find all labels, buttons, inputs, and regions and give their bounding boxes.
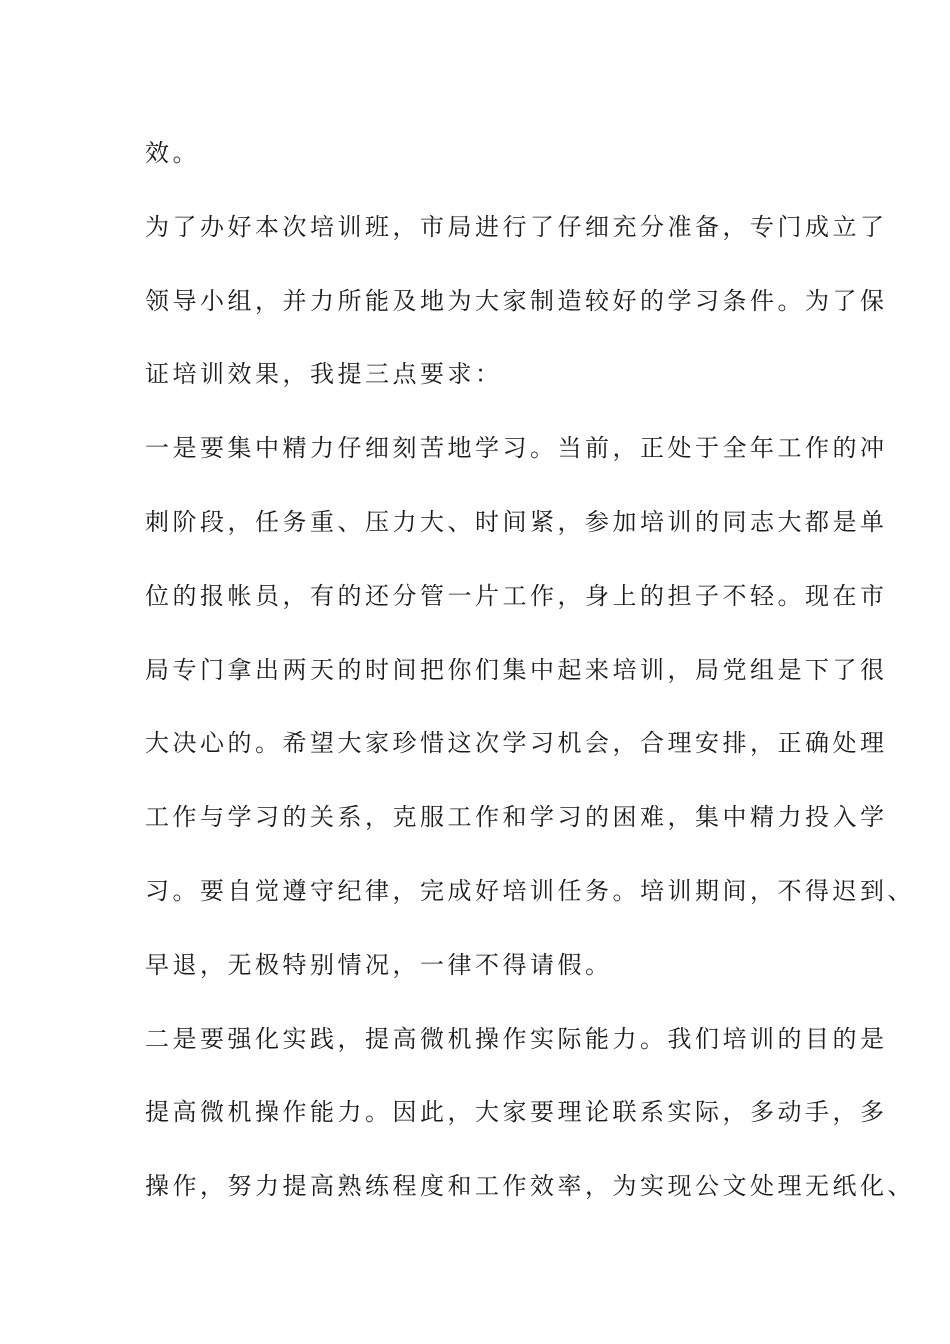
text-line: 习。要自觉遵守纪律，完成好培训任务。培训期间，不得迟到、: [145, 876, 915, 905]
text-line: 刺阶段，任务重、压力大、时间紧，参加培训的同志大都是单: [145, 507, 888, 536]
text-line: 效。: [145, 139, 200, 167]
text-line: 为了办好本次培训班，市局进行了仔细充分准备，专门成立了: [145, 212, 888, 241]
text-line: 领导小组，并力所能及地为大家制造较好的学习条件。为了保: [145, 286, 888, 315]
text-line: 证培训效果，我提三点要求：: [145, 360, 503, 389]
text-line: 工作与学习的关系，克服工作和学习的困难，集中精力投入学: [145, 803, 888, 832]
text-line: 位的报帐员，有的还分管一片工作，身上的担子不轻。现在市: [145, 581, 888, 610]
text-line: 提高微机操作能力。因此，大家要理论联系实际，多动手，多: [145, 1098, 888, 1127]
text-line: 操作，努力提高熟练程度和工作效率，为实现公文处理无纸化、: [145, 1172, 915, 1201]
text-line: 大决心的。希望大家珍惜这次学习机会，合理安排，正确处理: [145, 729, 888, 758]
text-line: 二是要强化实践，提高微机操作实际能力。我们培训的目的是: [145, 1024, 888, 1053]
text-line: 早退，无极特别情况，一律不得请假。: [145, 950, 613, 979]
text-line: 一是要集中精力仔细刻苦地学习。当前，正处于全年工作的冲: [145, 434, 888, 463]
text-line: 局专门拿出两天的时间把你们集中起来培训，局党组是下了很: [145, 655, 888, 684]
document-body: [145, 125, 915, 1232]
